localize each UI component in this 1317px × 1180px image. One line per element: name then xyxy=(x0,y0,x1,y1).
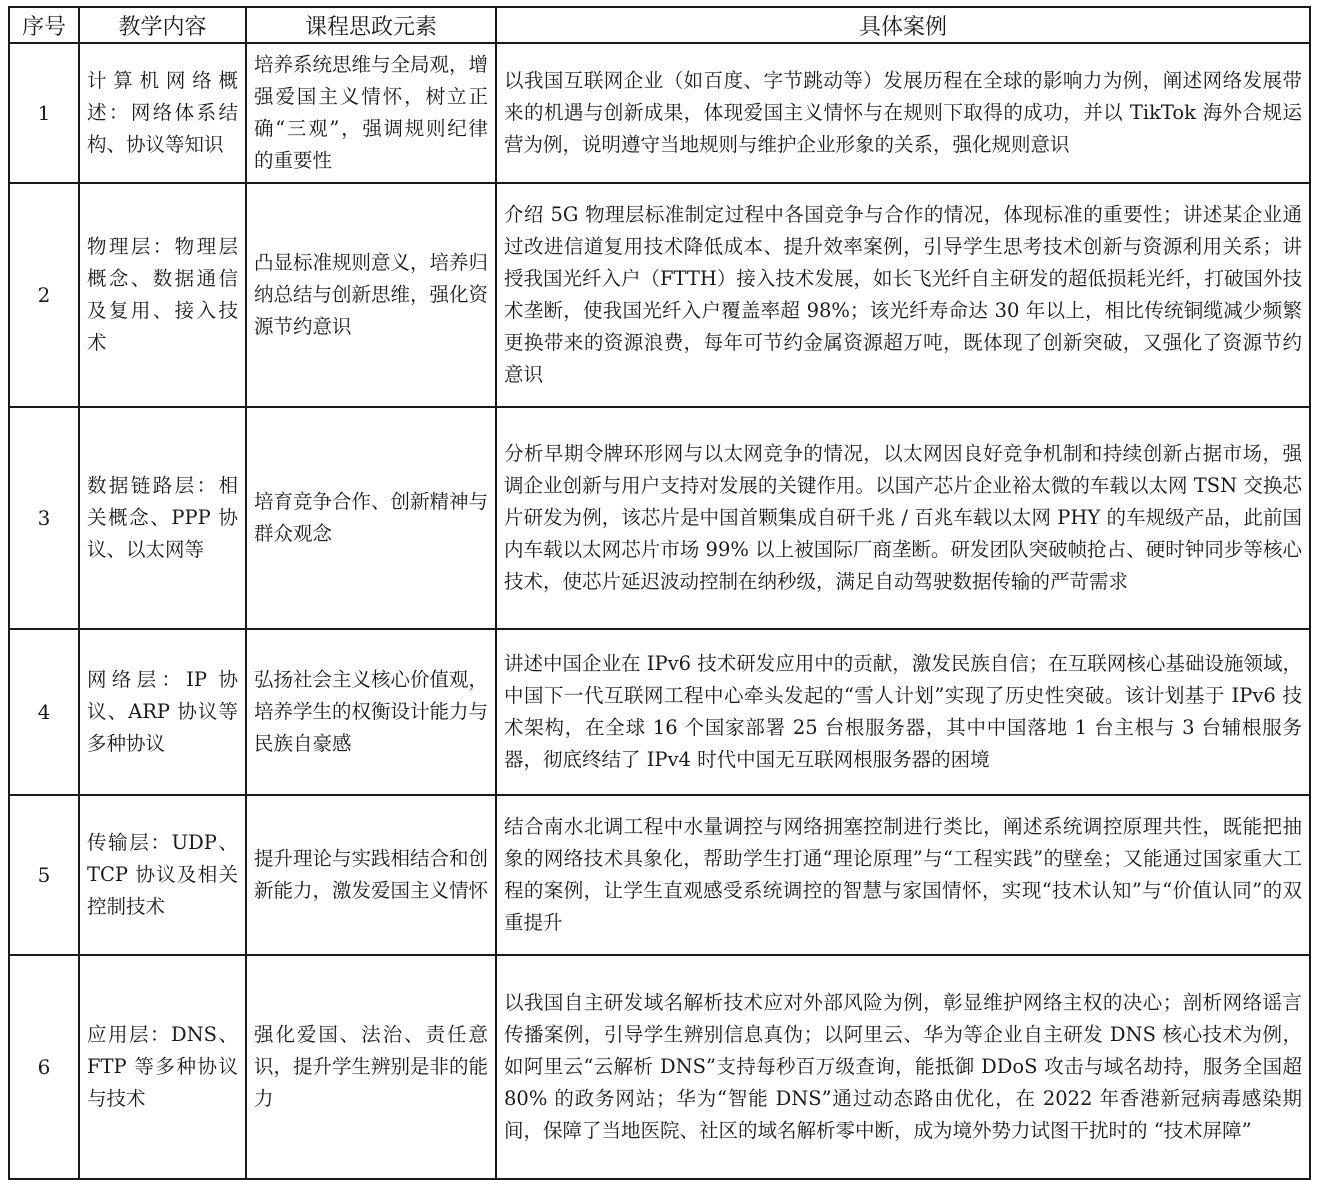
ideology-element-cell: 提升理论与实践相结合和创新能力，激发爱国主义情怀 xyxy=(246,795,496,955)
case-cell: 以我国自主研发域名解析技术应对外部风险为例，彰显维护网络主权的决心；剖析网络谣言传播案例，引导学生辨别信息真伪；以阿里云、华为等企业自主研发 DNS 核心技术为例，如阿里云“云解析 DNS”支持每秒百万级查询，能抵御 DDoS 攻击与域名劫持，服务全国超 80% 的政务网站；华为“智能 DNS”通过动态路由优化，在 2022 年香港新冠病毒感染期间，保障了当地医院、社区的域名解析零中断，成为境外势力试图干扰时的 “技术屏障” xyxy=(496,955,1310,1179)
ideology-element-cell: 强化爱国、法治、责任意识，提升学生辨别是非的能力 xyxy=(246,955,496,1179)
table-row xyxy=(9,629,1310,795)
ideology-element-cell: 凸显标准规则意义，培养归纳总结与创新思维，强化资源节约意识 xyxy=(246,183,496,407)
ideology-element-cell: 培育竞争合作、创新精神与群众观念 xyxy=(246,407,496,629)
teaching-content-cell: 物理层：物理层概念、数据通信及复用、接入技术 xyxy=(79,183,246,407)
header-content: 教学内容 xyxy=(79,7,246,43)
case-cell: 分析早期令牌环形网与以太网竞争的情况，以太网因良好竞争机制和持续创新占据市场，强调企业创新与用户支持对发展的关键作用。以国产芯片企业裕太微的车载以太网 TSN 交换芯片研发为例，该芯片是中国首颗集成自研千兆 / 百兆车载以太网 PHY 的车规级产品，此前国内车载以太网芯片市场 99% 以上被国际厂商垄断。研发团队突破帧抢占、硬时钟同步等核心技术，使芯片延迟波动控制在纳秒级，满足自动驾驶数据传输的严苛需求 xyxy=(496,407,1310,629)
row-number: 2 xyxy=(9,183,79,407)
teaching-content-cell: 网络层：IP 协议、ARP 协议等多种协议 xyxy=(79,629,246,795)
teaching-content-cell: 应用层：DNS、FTP 等多种协议与技术 xyxy=(79,955,246,1179)
case-cell: 以我国互联网企业（如百度、字节跳动等）发展历程在全球的影响力为例，阐述网络发展带来的机遇与创新成果，体现爱国主义情怀与在规则下取得的成功，并以 TikTok 海外合规运营为例，说明遵守当地规则与维护企业形象的关系，强化规则意识 xyxy=(496,43,1310,183)
ideology-element-cell: 弘扬社会主义核心价值观，培养学生的权衡设计能力与民族自豪感 xyxy=(246,629,496,795)
header-case: 具体案例 xyxy=(496,7,1310,43)
document-page xyxy=(8,6,1311,1180)
table-row xyxy=(9,183,1310,407)
row-number: 5 xyxy=(9,795,79,955)
case-cell: 结合南水北调工程中水量调控与网络拥塞控制进行类比，阐述系统调控原理共性，既能把抽象的网络技术具象化，帮助学生打通“理论原理”与“工程实践”的壁垒；又能通过国家重大工程的案例，让学生直观感受系统调控的智慧与家国情怀，实现“技术认知”与“价值认同”的双重提升 xyxy=(496,795,1310,955)
table-row xyxy=(9,955,1310,1179)
teaching-table xyxy=(8,6,1311,1180)
teaching-content-cell: 数据链路层：相关概念、PPP 协议、以太网等 xyxy=(79,407,246,629)
row-number: 1 xyxy=(9,43,79,183)
ideology-element-cell: 培养系统思维与全局观，增强爱国主义情怀，树立正确“三观”，强调规则纪律的重要性 xyxy=(246,43,496,183)
table-header-row xyxy=(9,7,1310,43)
table-row xyxy=(9,407,1310,629)
header-no: 序号 xyxy=(9,7,79,43)
row-number: 6 xyxy=(9,955,79,1179)
case-cell: 介绍 5G 物理层标准制定过程中各国竞争与合作的情况，体现标准的重要性；讲述某企业通过改进信道复用技术降低成本、提升效率案例，引导学生思考技术创新与资源利用关系；讲授我国光纤入户（FTTH）接入技术发展，如长飞光纤自主研发的超低损耗光纤，打破国外技术垄断，使我国光纤入户覆盖率超 98%；该光纤寿命达 30 年以上，相比传统铜缆减少频繁更换带来的资源浪费，每年可节约金属资源超万吨，既体现了创新突破，又强化了资源节约意识 xyxy=(496,183,1310,407)
row-number: 4 xyxy=(9,629,79,795)
case-cell: 讲述中国企业在 IPv6 技术研发应用中的贡献，激发民族自信；在互联网核心基础设施领域，中国下一代互联网工程中心牵头发起的“雪人计划”实现了历史性突破。该计划基于 IPv6 技术架构，在全球 16 个国家部署 25 台根服务器，其中中国落地 1 台主根与 3 台辅根服务器，彻底终结了 IPv4 时代中国无互联网根服务器的困境 xyxy=(496,629,1310,795)
header-element: 课程思政元素 xyxy=(246,7,496,43)
teaching-content-cell: 计算机网络概述：网络体系结构、协议等知识 xyxy=(79,43,246,183)
table-row xyxy=(9,795,1310,955)
row-number: 3 xyxy=(9,407,79,629)
teaching-content-cell: 传输层：UDP、TCP 协议及相关控制技术 xyxy=(79,795,246,955)
table-row xyxy=(9,43,1310,183)
